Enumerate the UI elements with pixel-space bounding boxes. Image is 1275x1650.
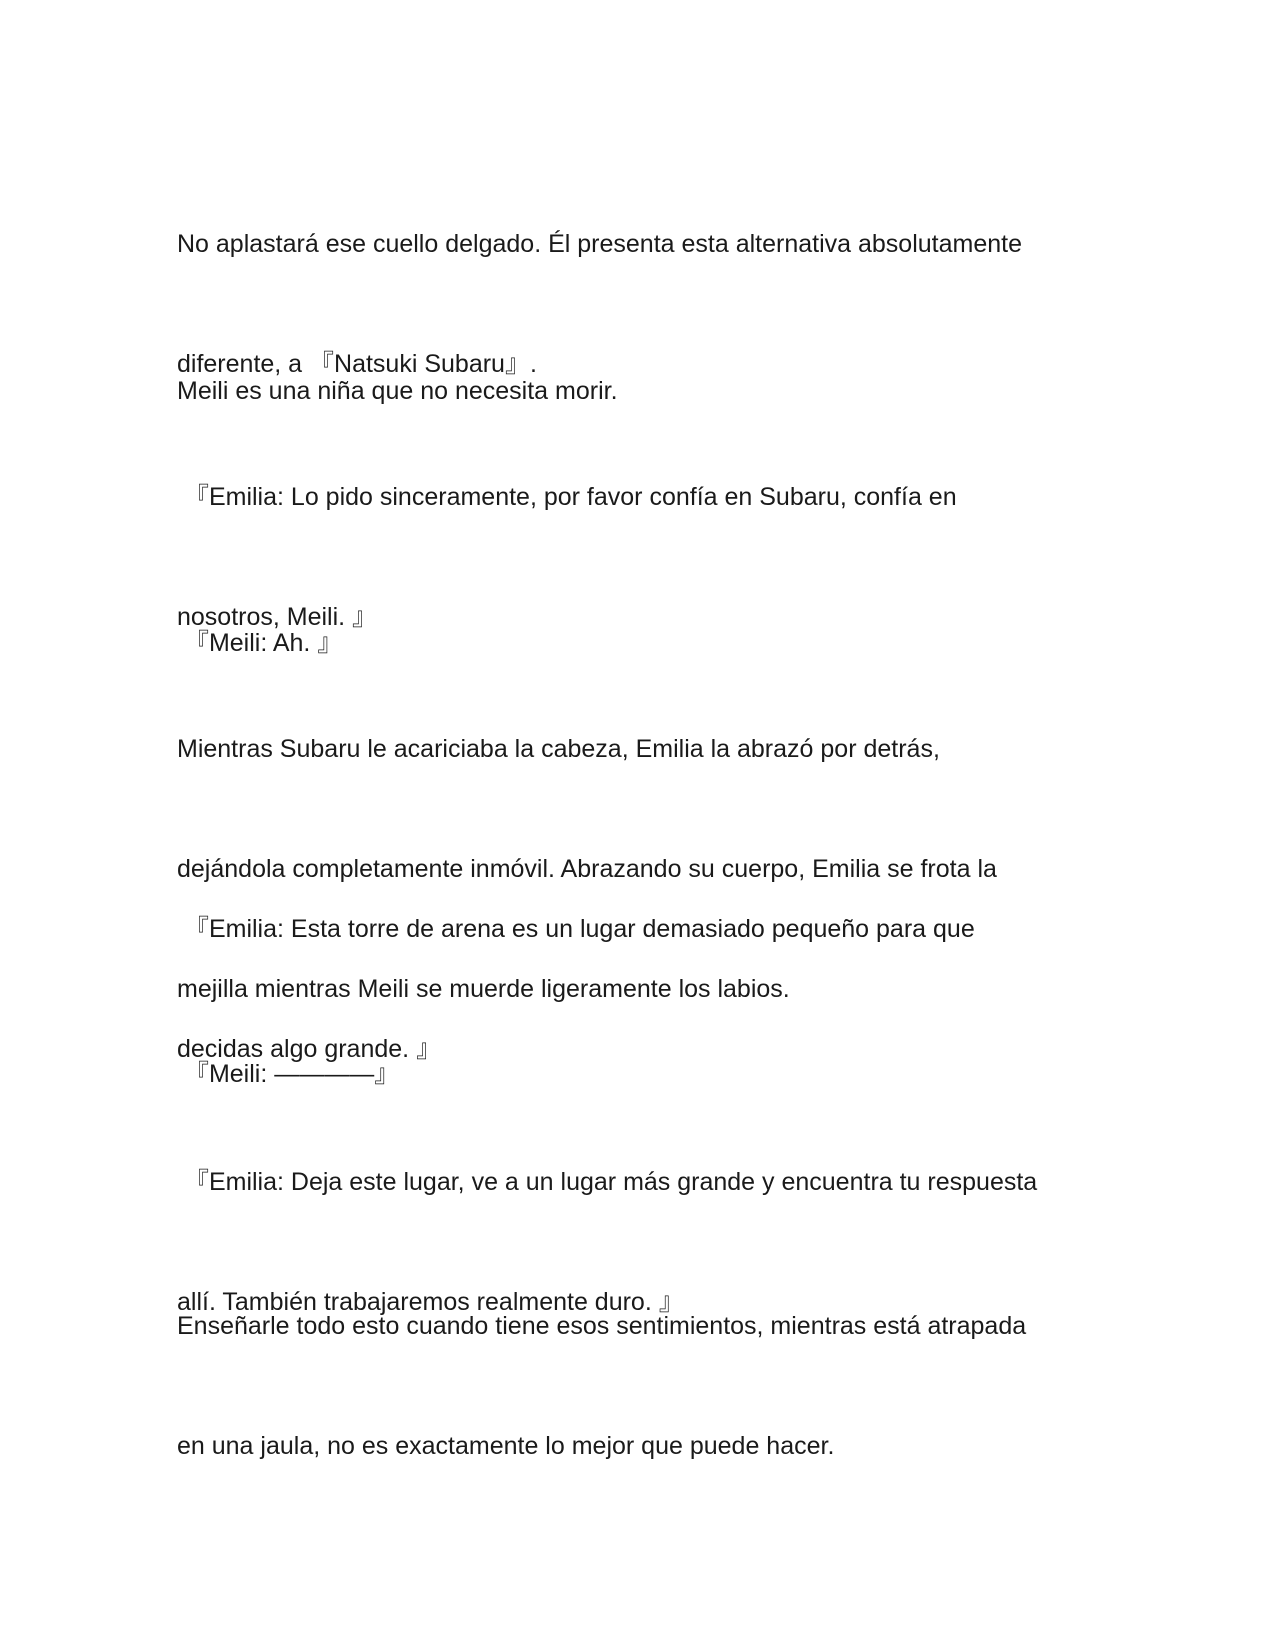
- paragraph-line: mejilla mientras Meili se muerde ligeramente los labios.: [177, 975, 790, 1003]
- paragraph-line: diferente, a 『Natsuki Subaru』.: [177, 350, 537, 378]
- paragraph-line: 『Meili: ————』: [177, 1060, 400, 1088]
- paragraph-line: 『Emilia: Esta torre de arena es un lugar demasiado pequeño para que: [177, 915, 975, 943]
- paragraph-line: Meili es una niña que no necesita morir.: [177, 377, 618, 405]
- paragraph-line: 『Meili: Ah. 』: [177, 629, 343, 657]
- paragraph-line: 『Emilia: Lo pido sinceramente, por favor confía en Subaru, confía en: [177, 483, 957, 511]
- paragraph-line: nosotros, Meili. 』: [177, 603, 378, 631]
- paragraph-line: en una jaula, no es exactamente lo mejor que puede hacer.: [177, 1432, 835, 1460]
- paragraph-line: 『Emilia: Deja este lugar, ve a un lugar más grande y encuentra tu respuesta: [177, 1168, 1038, 1196]
- paragraph-line: Mientras Subaru le acariciaba la cabeza, Emilia la abrazó por detrás,: [177, 735, 940, 763]
- paragraph-line: No aplastará ese cuello delgado. Él presenta esta alternativa absolutamente: [177, 230, 1022, 258]
- paragraph-line: Enseñarle todo esto cuando tiene esos sentimientos, mientras está atrapada: [177, 1312, 1027, 1340]
- paragraph-line: decidas algo grande. 』: [177, 1035, 442, 1063]
- paragraph-9: [177, 1226, 1097, 1546]
- paragraph-line: dejándola completamente inmóvil. Abrazando su cuerpo, Emilia se frota la: [177, 855, 997, 883]
- paragraph-line: allí. También trabajaremos realmente duro. 』: [177, 1288, 684, 1316]
